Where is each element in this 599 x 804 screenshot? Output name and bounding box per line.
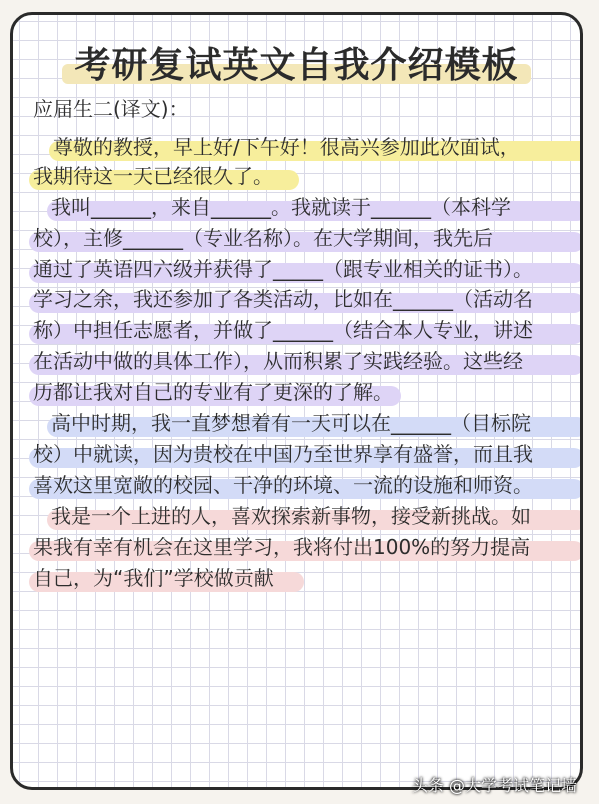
- line-text: 在活动中做的具体工作），从而积累了实践经验。这些经: [33, 349, 523, 373]
- watermark: 头条 @大学考试笔记墙: [411, 776, 577, 795]
- subtitle: 应届生二(译文)：: [33, 97, 189, 121]
- template-card: [10, 12, 583, 790]
- line-text: 校），主修______（专业名称）。在大学期间，我先后: [33, 226, 493, 250]
- line-text: 通过了英语四六级并获得了_____（跟专业相关的证书）。: [33, 257, 533, 281]
- line-text: 历都让我对自己的专业有了更深的了解。: [33, 380, 393, 404]
- line-text: 喜欢这里宽敞的校园、干净的环境、一流的设施和师资。: [33, 473, 533, 497]
- line-text: 高中时期，我一直梦想着有一天可以在______（目标院: [51, 411, 531, 435]
- line-text: 称）中担任志愿者，并做了______（结合本人专业，讲述: [33, 318, 533, 342]
- line-text: 自己，为“我们”学校做贡献: [33, 566, 274, 590]
- line-text: 我是一个上进的人，喜欢探索新事物，接受新挑战。如: [51, 504, 531, 528]
- line-text: 校）中就读，因为贵校在中国乃至世界享有盛誉，而且我: [33, 442, 533, 466]
- line-text: 果我有幸有机会在这里学习，我将付出100%的努力提高: [33, 535, 531, 559]
- page-title: [68, 37, 524, 88]
- line-text: 我叫______，来自______。我就读于______（本科学: [51, 195, 511, 219]
- line-text: 学习之余，我还参加了各类活动，比如在______（活动名: [33, 287, 533, 311]
- paragraph-line: [27, 560, 274, 596]
- line-text: 尊敬的教授，早上好/下午好！很高兴参加此次面试，: [53, 135, 520, 159]
- title-area: [13, 37, 580, 88]
- title-text: 考研复试英文自我介绍模板: [74, 45, 519, 86]
- line-text: 我期待这一天已经很久了。: [33, 164, 273, 188]
